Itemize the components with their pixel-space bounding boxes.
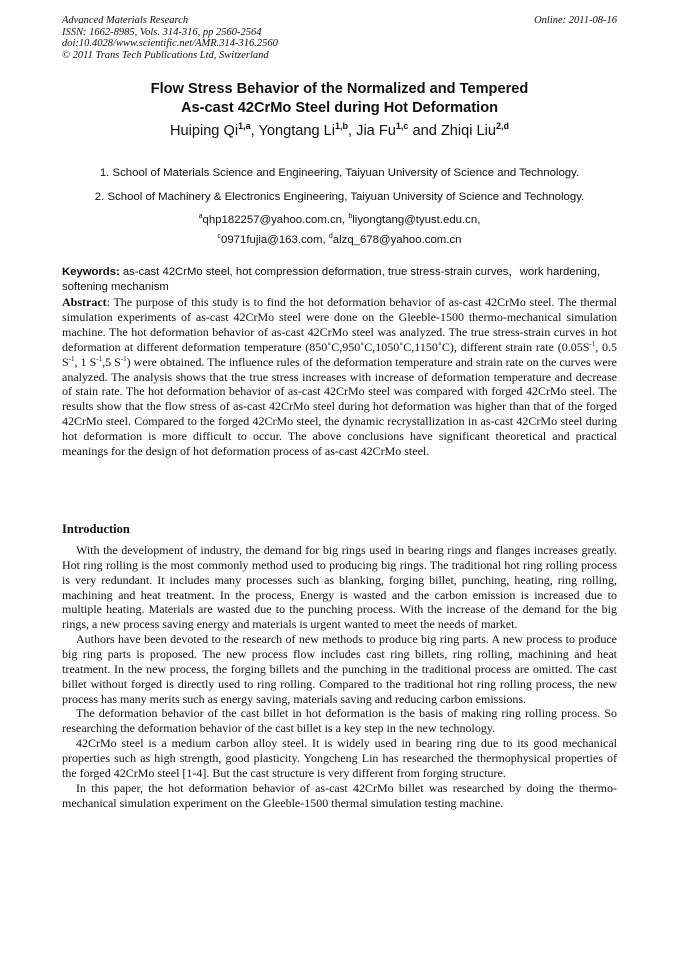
abstract-text: ) were obtained. The influence rules of the deformation temperature and strain rate on the curves were analyzed. The analysis shows that the true stress increases with increase of deformation temperature and decrease of stain rate. The hot deformation behavior of as-cast 42CrMo steel was compared with forged 42CrMo steel. The results show that the flow stress of as-cast 42CrMo steel during hot deformation was higher than that of the forged 42CrMo steel. Compared to the forged 42CrMo steel, the dynamic recrystallization in as-cast 42CrMo steel during hot deformation is more difficult to occur. The above conclusions have significant theoretical and practical meanings for the design of hot deformation process of as-cast 42CrMo steel. [62, 354, 617, 459]
author-affil-sup: 1,c [395, 121, 409, 131]
paragraph: Authors have been devoted to the research of new methods to produce big ring parts. A new process to produce big ring parts is proposed. The new process flow includes cast ring billets, ring rolling, machining and heat treatment. In the new process, the forging billets and the punching in the traditional process are omitted. The cast billet without forged is directly used to ring rolling. Compared to the traditional hot ring rolling process, the new process has many merits such as energy saving, materials saving and reducing carbon emissions. [62, 632, 617, 706]
email-line-1 [62, 213, 617, 227]
paper-title [62, 80, 617, 117]
keywords [62, 265, 617, 294]
email-separator: , [477, 214, 481, 226]
copyright-line: © 2011 Trans Tech Publications Ltd, Switzerland [62, 49, 269, 61]
journal-name: Advanced Materials Research [62, 15, 189, 26]
author-affil-sup: 1,b [335, 121, 349, 131]
abstract-text: : The purpose of this study is to find the hot deformation behavior of as-cast 42CrMo steel. The thermal simulation experiments of as-cast 42CrMo steel were done on the Gleeble-1500 thermo-mechanical simulation machine. The hot deformation behavior of as-cast 42CrMo steel was analyzed. The true stress-strain curves in hot deformation at different deformation temperature (850˚C,950˚C,1050˚C,1150˚C), different strain rate (0.05S [62, 295, 617, 354]
email-sup: b [348, 213, 353, 220]
author-list [62, 121, 617, 141]
paragraph: 42CrMo steel is a medium carbon alloy steel. It is widely used in bearing ring due to its good mechanical properties such as high strength, good plasticity. Yongcheng Lin has researched the thermophysical properties of the forged 42CrMo steel [1-4]. But the cast structure is very different from forging structure. [62, 736, 617, 780]
issn-line: ISSN: 1662-8985, Vols. 314-316, pp 2560-2564 [62, 26, 262, 38]
author-name: Huiping Qi [169, 123, 239, 139]
email-d: alzq_678@yahoo.com.cn [332, 234, 462, 246]
unit-sup: -1 [68, 354, 75, 363]
doi-line: doi:10.4028/www.scientific.net/AMR.314-316.2560 [62, 38, 278, 49]
author-affil-sup: 1,a [238, 121, 251, 131]
unit-sup: -1 [96, 354, 103, 363]
email-sup: a [198, 213, 203, 220]
author-separator: and [408, 123, 441, 139]
title-line-1: Flow Stress Behavior of the Normalized and Tempered [150, 81, 529, 97]
author-separator: , [348, 123, 357, 139]
email-c: 0971fujia@163.com [221, 234, 323, 246]
section-heading-introduction: Introduction [62, 522, 130, 536]
email-b: liyongtang@tyust.edu.cn [352, 214, 478, 226]
paragraph: In this paper, the hot deformation behavior of as-cast 42CrMo billet was researched by doing the thermo-mechanical simulation experiment on the Gleeble-1500 thermal simulation testing machine. [62, 780, 617, 810]
introduction-body [62, 543, 617, 810]
email-a: qhp182257@yahoo.com.cn [202, 214, 343, 226]
author-name: Jia Fu [356, 123, 396, 139]
email-sup: d [328, 233, 333, 240]
author-name: Yongtang Li [258, 123, 336, 139]
paragraph: With the development of industry, the demand for big rings used in bearing rings and flanges increases greatly. Hot ring rolling is the most commonly method used to producing big rings. The traditional hot ring rolling process is very redundant. It includes many processes such as blanking, forging billet, punching, heating, ring rolling, machining and heat treatment. In the process, Energy is wasted and the carbon emission is increased due to multiple heating. Materials are wasted due to the punching process. With the increase of the demand for the big rings, a new process saving energy and materials is urgent wanted to meet the needs of market. [62, 543, 617, 632]
email-line-2 [62, 233, 617, 247]
abstract-text: , 1 S [74, 354, 97, 369]
author-separator: , [250, 123, 259, 139]
author-name: Zhiqi Liu [440, 123, 497, 139]
journal-header [62, 15, 617, 61]
affiliation-2: 2. School of Machinery & Electronics Engineering, Taiyuan University of Science and Technology. [94, 191, 585, 203]
keywords-label: Keywords: [62, 266, 120, 278]
online-date: Online: 2011-08-16 [534, 15, 617, 26]
affiliation-1: 1. School of Materials Science and Engineering, Taiyuan University of Science and Technology. [99, 167, 580, 179]
paragraph: The deformation behavior of the cast billet in hot deformation is the basis of making ring rolling process. So researching the deformation behavior of the cast billet is a key step in the new technology. [62, 706, 617, 736]
abstract-text: , 0.5 S [62, 339, 618, 369]
email-separator: , [322, 234, 329, 246]
email-sup: c [217, 233, 222, 240]
abstract-label: Abstract [62, 295, 107, 309]
title-line-2: As-cast 42CrMo Steel during Hot Deformation [180, 99, 499, 116]
keywords-text: as-cast 42CrMo steel, hot compression deformation, true stress-strain curves，work hardening, softening mechanism [62, 266, 601, 293]
unit-sup: -1 [120, 354, 127, 363]
abstract-text: ,5 S [102, 354, 121, 369]
email-separator: , [342, 214, 349, 226]
author-affil-sup: 2,d [496, 121, 510, 131]
abstract [62, 295, 617, 459]
unit-sup: -1 [589, 339, 596, 348]
